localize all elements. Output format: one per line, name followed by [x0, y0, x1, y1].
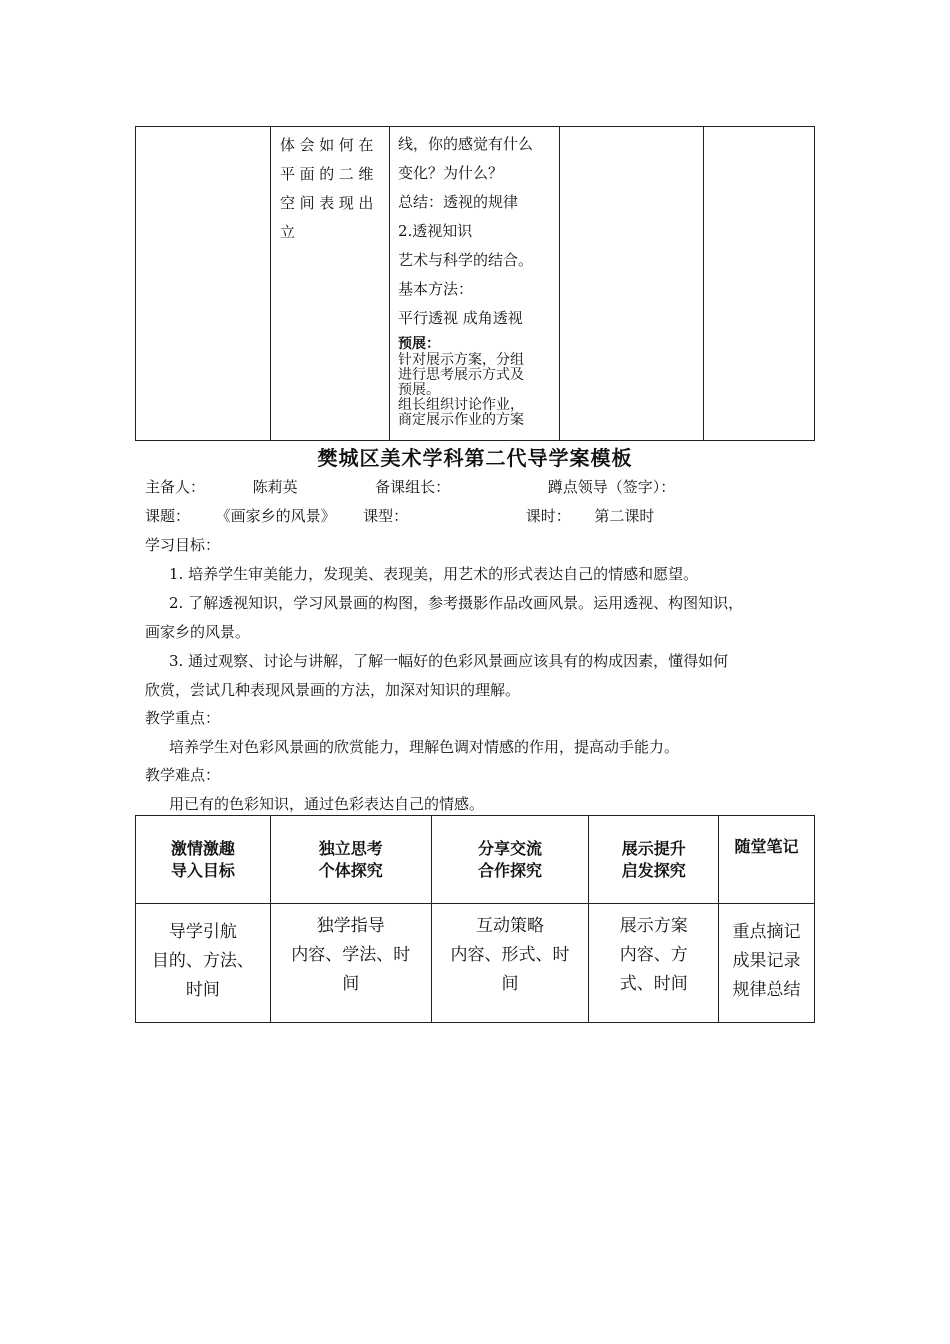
supervisor-label: 蹲点领导（签字）： [547, 478, 676, 496]
difficulties-text: 用已有的色彩知识，通过色彩表达自己的情感。 [169, 795, 485, 813]
col2-line: 空间表现出 [280, 194, 379, 212]
objective-item-3-cont: 欣赏，尝试几种表现风景画的方法，加深对知识的理解。 [145, 681, 521, 699]
key-points-heading: 教学重点： [145, 709, 221, 727]
header-line-2 [145, 505, 654, 526]
body-text: 目的、方法、 [151, 951, 254, 971]
table-cell-col3 [390, 127, 560, 441]
col3-small-line: 进行思考展示方式及 [398, 367, 524, 383]
body-cell [136, 904, 271, 1023]
body-text: 间 [501, 974, 519, 994]
objective-item-3: 3. 通过观察、讨论与讲解，了解一幅好的色彩风景画应该具有的构成因素，懂得如何 [169, 652, 729, 670]
header-text: 分享交流 [478, 838, 543, 858]
col3-line: 2.透视知识 [398, 222, 473, 240]
col2-line: 立 [280, 223, 300, 241]
body-text: 间 [342, 974, 360, 994]
header-cell [589, 816, 719, 904]
body-text: 成果记录 [732, 951, 801, 971]
objective-item-1: 1. 培养学生审美能力，发现美、表现美，用艺术的形式表达自己的情感和愿望。 [169, 565, 699, 583]
objectives-heading: 学习目标： [145, 536, 221, 554]
body-text: 内容、学法、时 [291, 945, 411, 965]
type-label: 课型： [363, 507, 409, 525]
table-cell-col4 [560, 127, 704, 441]
col3-line: 总结：透视的规律 [398, 193, 519, 211]
table-header-row [136, 816, 815, 904]
body-cell [589, 904, 719, 1023]
table-row [136, 127, 815, 441]
difficulties-heading: 教学难点： [145, 766, 221, 784]
preparer-label: 主备人： [145, 478, 206, 496]
header-cell [136, 816, 271, 904]
header-text: 导入目标 [170, 860, 235, 880]
page-title: 樊城区美术学科第二代导学案模板 [317, 446, 633, 470]
table-cell-col2 [271, 127, 390, 441]
col3-small-line: 针对展示方案，分组 [398, 352, 524, 368]
period-label: 课时： [525, 507, 571, 525]
body-cell [719, 904, 815, 1023]
body-text: 互动策略 [476, 916, 544, 936]
col3-small-line: 预展。 [398, 382, 440, 398]
header-text: 随堂笔记 [734, 837, 799, 856]
col3-small-line: 商定展示作业的方案 [398, 412, 524, 428]
body-text: 重点摘记 [732, 922, 801, 942]
header-text: 激情激趣 [170, 838, 235, 858]
header-cell [431, 816, 589, 904]
header-text: 启发探究 [621, 860, 686, 880]
body-text: 内容、方 [619, 945, 688, 965]
body-text: 规律总结 [732, 980, 801, 1000]
group-leader-label: 备课组长： [375, 478, 451, 496]
table-cell-col5 [704, 127, 815, 441]
header-cell [719, 816, 815, 904]
body-text: 导学引航 [168, 922, 237, 942]
header-text: 合作探究 [478, 860, 543, 880]
col3-line: 基本方法： [398, 280, 474, 298]
header-text: 个体探究 [318, 860, 383, 880]
body-cell [431, 904, 589, 1023]
bottom-structure-table [135, 815, 815, 1023]
body-text: 时间 [185, 980, 220, 1000]
body-text: 式、时间 [619, 974, 688, 994]
key-points-text: 培养学生对色彩风景画的欣赏能力，理解色调对情感的作用，提高动手能力。 [169, 738, 680, 756]
body-cell [270, 904, 431, 1023]
preparer-name: 陈莉英 [252, 478, 298, 496]
body-text: 展示方案 [619, 916, 688, 936]
table-cell-col1 [136, 127, 271, 441]
col2-line: 体会如何在 [280, 136, 379, 154]
body-text: 独学指导 [316, 916, 385, 936]
col3-line: 变化？为什么？ [398, 164, 504, 182]
col3-line: 平行透视 成角透视 [398, 309, 523, 327]
topic-value: 《画家乡的风景》 [215, 507, 336, 525]
col3-line: 线，你的感觉有什么 [398, 135, 534, 153]
objective-item-2: 2. 了解透视知识，学习风景画的构图，参考摄影作品改画风景。运用透视、构图知识， [169, 594, 744, 612]
body-text: 内容、形式、时 [450, 945, 570, 965]
header-text: 独立思考 [318, 838, 383, 858]
objective-item-2-cont: 画家乡的风景。 [145, 623, 251, 641]
col2-line: 平面的二维 [280, 165, 379, 183]
header-line-1 [145, 476, 675, 497]
col3-line: 艺术与科学的结合。 [398, 251, 534, 269]
table-row [136, 904, 815, 1023]
top-lesson-table [135, 126, 815, 441]
topic-label: 课题： [145, 507, 191, 525]
col3-small-line: 组长组织讨论作业， [398, 397, 524, 413]
header-cell [270, 816, 431, 904]
header-text: 展示提升 [621, 838, 686, 858]
period-value: 第二课时 [594, 507, 655, 525]
preview-heading: 预展： [398, 336, 440, 352]
